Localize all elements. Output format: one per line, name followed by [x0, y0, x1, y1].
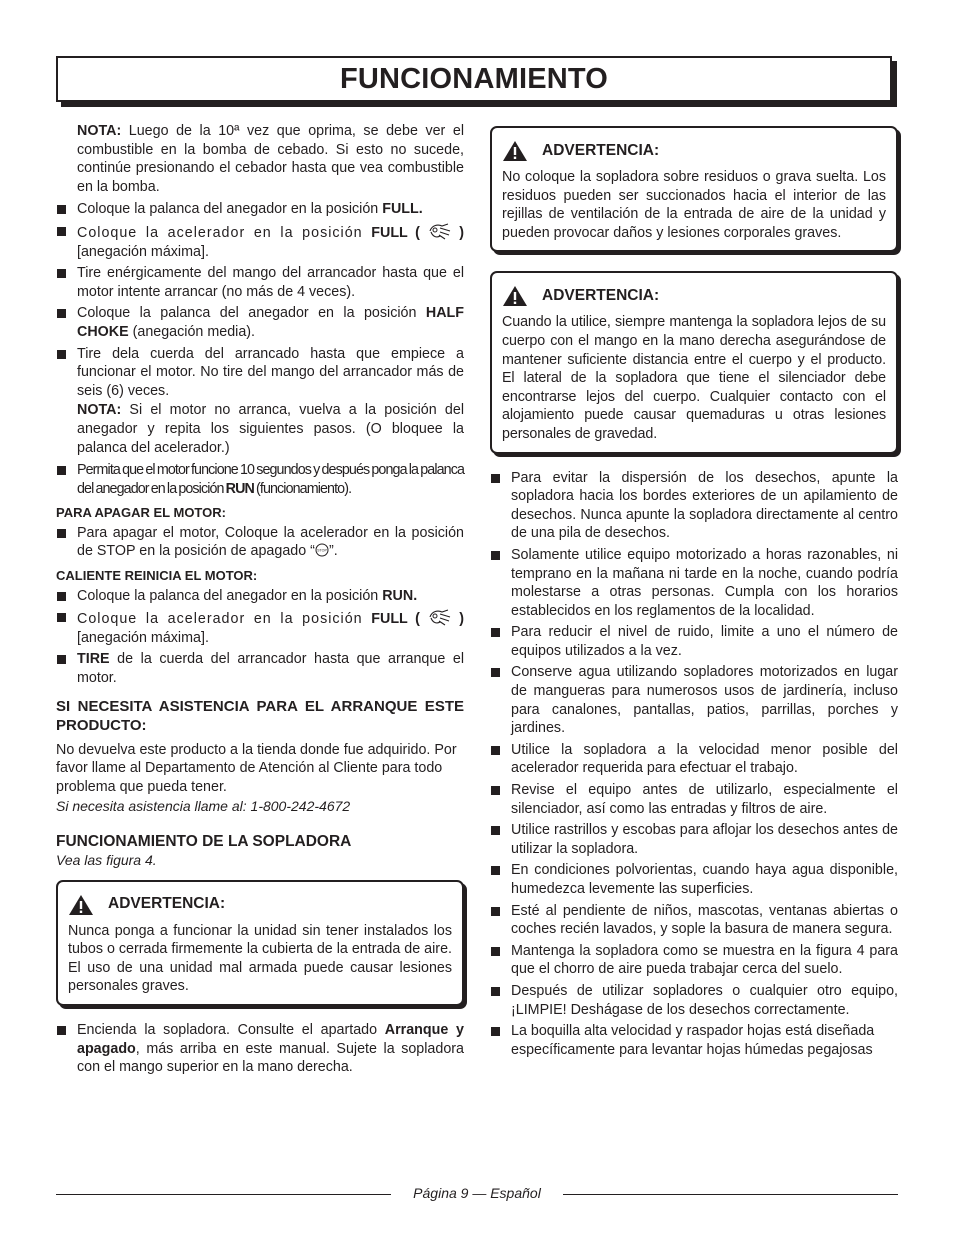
list-item: Solamente utilice equipo motorizado a horas razonables, ni temprano en la mañana ni tarde en la noche, cuando podría molestarse a otras personas. Cumpla con los horarios establecidos en los reglamentos de la localidad. — [490, 546, 898, 620]
list-item: Para evitar la dispersión de los desechos, apunte la sopladora hacia los bordes exteriores de un apilamiento de desechos. Nunca apunte la sopladora directamente al centro de una pila de desechos. — [490, 469, 898, 543]
list-item: En condiciones polvorientas, cuando haya agua disponible, humedezca levemente las superficies. — [490, 861, 898, 898]
list-item: TIRE de la cuerda del arrancador hasta que arranque el motor. — [56, 650, 464, 687]
stop-engine-heading: PARA APAGAR EL MOTOR: — [56, 505, 226, 521]
left-column — [56, 122, 464, 1080]
list-item: Coloque la palanca del anegador en la posición FULL. — [56, 200, 464, 219]
assistance-text: No devuelva este producto a la tienda donde fue adquirido. Por favor llame al Departamento de Atención al Cliente para todo problema que pueda tener. — [56, 741, 457, 795]
list-item: Para reducir el nivel de ruido, limite a uno el número de equipos utilizados a la vez. — [490, 623, 898, 660]
list-item: Utilice la sopladora a la velocidad menor posible del acelerador requerida para efectuar el trabajo. — [490, 741, 898, 778]
start-steps-list — [56, 200, 464, 400]
full-throttle-icon — [428, 222, 452, 240]
list-item: Coloque la palanca del anegador en la posición RUN. — [56, 587, 464, 606]
footer-rule-right — [563, 1194, 898, 1195]
list-item: Revise el equipo antes de utilizarlo, especialmente el silenciador, así como las entradas y filtros de aire. — [490, 781, 898, 818]
list-item: Después de utilizar sopladores o cualquier otro equipo, ¡LIMPIE! Deshágase de los desechos correctamente. — [490, 982, 898, 1019]
list-item: Para apagar el motor, Coloque la acelerador en la posición de STOP en la posición de apagado “ STOP ”. — [56, 524, 464, 561]
page-number: Página 9 — Español — [413, 1185, 541, 1201]
warning-box-assembly — [56, 880, 464, 1006]
warning-triangle-icon — [502, 285, 528, 307]
warning-triangle-icon — [502, 140, 528, 162]
list-item: Conserve agua utilizando sopladores motorizados en lugar de mangueras para numerosos usos de jardinería, incluso para canalones, pantallas, patios, parrillas, porches y jardines. — [490, 663, 898, 737]
warning-text: No coloque la sopladora sobre residuos o grava suelta. Los residuos pueden ser succionados hacia el interior de las rejillas de ventilación de la entrada de aire de la unidad y pueden provocar daños y lesiones corporales graves. — [502, 169, 886, 241]
warning-triangle-icon — [68, 894, 94, 916]
assistance-phone: Si necesita asistencia llame al: 1-800-242-4672 — [56, 798, 351, 815]
blower-operation-heading: FUNCIONAMIENTO DE LA SOPLADORA — [56, 833, 352, 850]
warning-label: ADVERTENCIA: — [542, 141, 660, 159]
warning-label: ADVERTENCIA: — [108, 895, 226, 913]
list-item: La boquilla alta velocidad y raspador hojas está diseñada específicamente para levantar hojas húmedas pegajosas — [490, 1022, 898, 1059]
full-throttle-icon — [428, 608, 452, 626]
warning-label: ADVERTENCIA: — [542, 287, 660, 305]
figure-reference: Vea las figura 4. — [56, 852, 157, 868]
blower-tips-list — [490, 469, 898, 1060]
right-column — [490, 126, 898, 1062]
assistance-heading: SI NECESITA ASISTENCIA PARA EL ARRANQUE ESTE PRODUCTO: — [56, 697, 464, 734]
stop-icon — [315, 543, 329, 557]
stop-icon-label: STOP — [317, 549, 327, 554]
list-item: Tire dela cuerda del arrancado hasta que empiece a funcionar el motor. No tire del mango del arrancador más de seis (6) veces. — [56, 345, 464, 401]
note-priming: NOTA: Luego de la 10ª vez que oprima, se debe ver el combustible en la bomba de cebado. Si esto no sucede, continúe presionando el cebador hasta que vea combustible en la bomba. — [77, 123, 464, 195]
list-item: Permita que el motor funcione 10 segundos y después ponga la palanca del anegador en la posición RUN (funcionamiento). — [56, 461, 464, 498]
page-footer — [56, 1186, 898, 1202]
list-item: Utilice rastrillos y escobas para aflojar los desechos antes de utilizar la sopladora. — [490, 821, 898, 858]
list-item: Encienda la sopladora. Consulte el apartado Arranque y apagado, más arriba en este manual. Sujete la sopladora con el mango superior en la mano derecha. — [56, 1021, 464, 1077]
warning-box-debris — [490, 126, 898, 252]
warning-text: Nunca ponga a funcionar la unidad sin tener instalados los tubos o cerrada firmemente la cubierta de la entrada de aire. El uso de una unidad mal armada puede causar lesiones personales graves. — [68, 922, 452, 995]
list-item: Esté al pendiente de niños, mascotas, ventanas abiertas o coches recién lavados, y sople la basura de manera segura. — [490, 902, 898, 939]
list-item: Tire enérgicamente del mango del arrancador hasta que el motor intente arrancar (no más de 4 veces). — [56, 264, 464, 301]
list-item: Coloque la acelerador en la posición FULL ( ) [anegación máxima]. — [56, 608, 464, 647]
hot-restart-heading: CALIENTE REINICIA EL MOTOR: — [56, 568, 258, 584]
note-no-start: NOTA: Si el motor no arranca, vuelva a la posición del anegador y repita los siguientes pasos. (O bloquee la palanca del acelerador.) — [77, 402, 464, 456]
list-item: Coloque la palanca del anegador en la posición HALF CHOKE (anegación media). — [56, 304, 464, 341]
list-item: Coloque la acelerador en la posición FULL ( ) [anegación máxima]. — [56, 222, 464, 261]
warning-box-body-distance — [490, 271, 898, 453]
list-item: Mantenga la sopladora como se muestra en la figura 4 para que el chorro de aire pueda trabajar cerca del suelo. — [490, 942, 898, 979]
page-title: FUNCIONAMIENTO — [339, 63, 609, 95]
page-title-box — [56, 56, 892, 102]
warning-text: Cuando la utilice, siempre mantenga la sopladora lejos de su cuerpo con el mango en la mano derecha asegurándose de mantener suficiente distancia entre el cuerpo y el producto. El lateral de la sopladora que tiene el silenciador debe encontrarse lejos del cuerpo. Cualquier contacto con el alojamiento puede causar quemaduras u otras lesiones personales de gravedad. — [502, 314, 886, 442]
